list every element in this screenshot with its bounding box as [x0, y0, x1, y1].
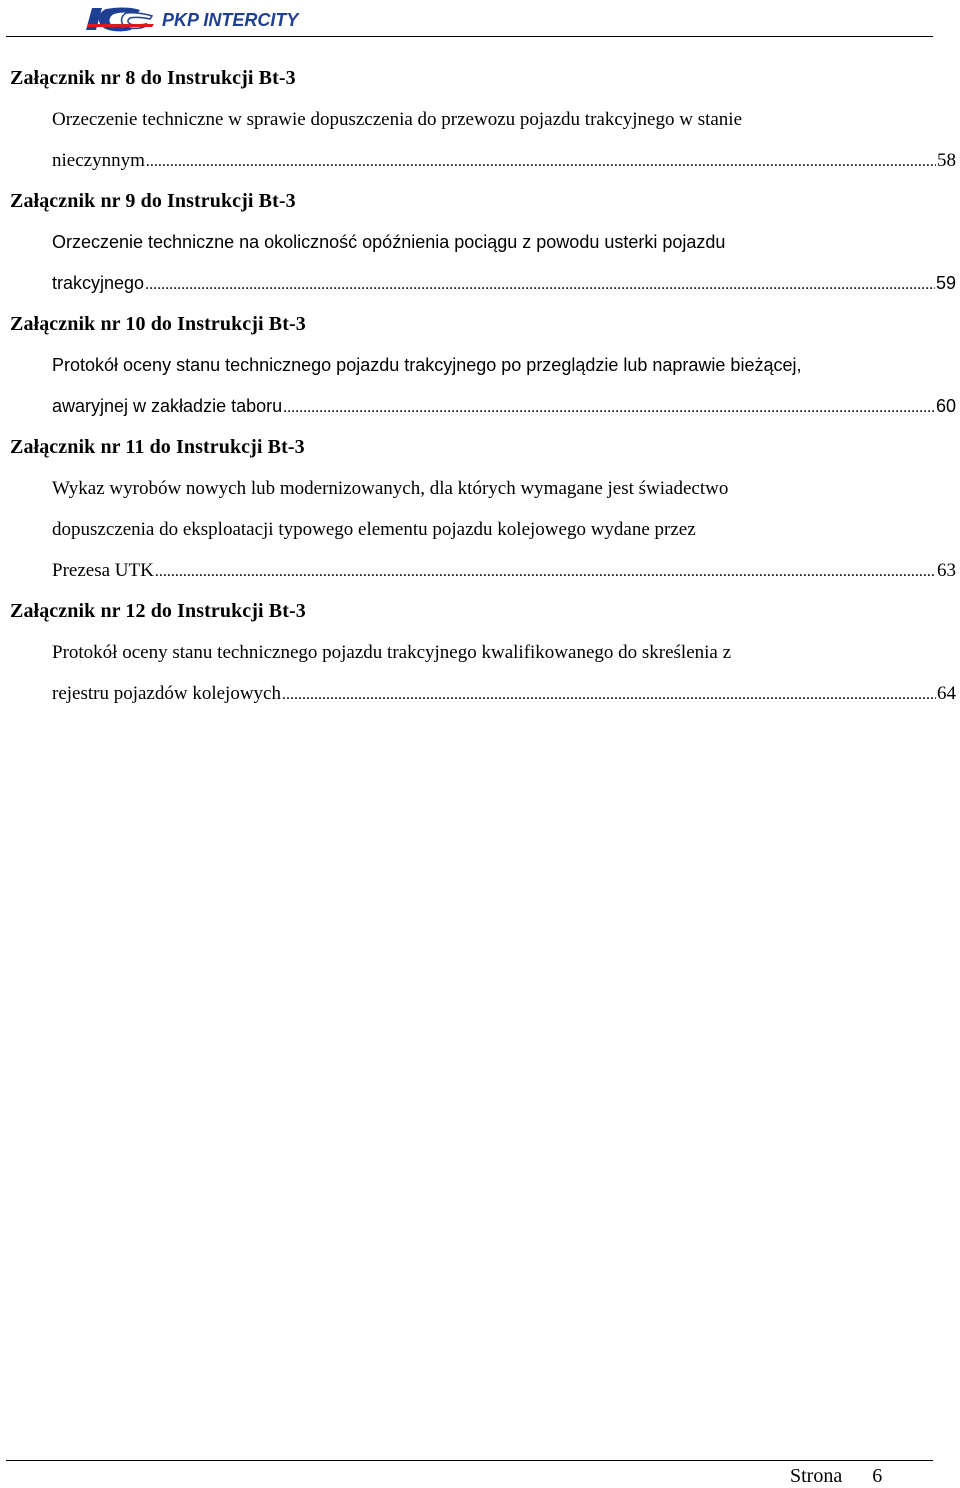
toc-entry-title: Załącznik nr 12 do Instrukcji Bt-3: [10, 600, 306, 622]
toc-entry-text: Orzeczenie techniczne na okoliczność opóźnienia pociągu z powodu usterki pojazdu: [52, 232, 726, 252]
logo-mark-icon: [86, 7, 154, 31]
toc-entry-12: [10, 591, 956, 714]
toc-entry-text: dopuszczenia do eksploatacji typowego elementu pojazdu kolejowego wydane przez: [52, 519, 696, 540]
toc-page-number: 59: [935, 273, 956, 293]
dot-leader: [155, 551, 936, 592]
toc-entry-title: Załącznik nr 11 do Instrukcji Bt-3: [10, 436, 305, 458]
toc-entry-title: Załącznik nr 8 do Instrukcji Bt-3: [10, 67, 296, 89]
page-footer: [790, 1465, 882, 1488]
toc-entry-last-line[interactable]: [52, 550, 956, 591]
toc-entry-title: Załącznik nr 9 do Instrukcji Bt-3: [10, 190, 296, 212]
toc-entry-text: Protokół oceny stanu technicznego pojazdu trakcyjnego po przeglądzie lub naprawie bieżącej,: [52, 355, 802, 375]
toc-entry-last-line[interactable]: [52, 673, 956, 714]
toc-entry-last-line[interactable]: [52, 140, 956, 181]
toc-page-number: 60: [935, 396, 956, 416]
pkp-intercity-logo: [82, 4, 322, 34]
dot-leader: [283, 387, 935, 428]
dot-leader: [282, 674, 936, 715]
toc-page-number: 64: [937, 683, 956, 704]
toc-entry-text: Orzeczenie techniczne w sprawie dopuszczenia do przewozu pojazdu trakcyjnego w stanie: [52, 109, 743, 130]
footer-divider: [6, 1460, 933, 1461]
toc-entry-8: [10, 58, 956, 181]
header-divider: [6, 36, 933, 37]
toc-entry-title: Załącznik nr 10 do Instrukcji Bt-3: [10, 313, 306, 335]
dot-leader: [146, 141, 936, 182]
toc-entry-text-end: nieczynnym: [52, 150, 145, 171]
toc-entry-text-end: trakcyjnego: [52, 273, 145, 293]
toc-page-number: 63: [937, 560, 956, 581]
toc-entry-text: Protokół oceny stanu technicznego pojazdu trakcyjnego kwalifikowanego do skreślenia z: [52, 642, 732, 663]
footer-label: Strona: [790, 1465, 843, 1487]
table-of-contents: [10, 58, 956, 714]
toc-entry-10: [10, 304, 956, 427]
dot-leader: [145, 264, 935, 305]
toc-entry-text-end: Prezesa UTK: [52, 560, 154, 581]
toc-entry-text-end: rejestru pojazdów kolejowych: [52, 683, 281, 704]
toc-entry-last-line[interactable]: [52, 386, 956, 427]
footer-page-number: 6: [872, 1465, 883, 1487]
toc-entry-9: [10, 181, 956, 304]
toc-entry-text: Wykaz wyrobów nowych lub modernizowanych, dla których wymagane jest świadectwo: [52, 478, 729, 499]
toc-page-number: 58: [937, 150, 956, 171]
toc-entry-text-end: awaryjnej w zakładzie taboru: [52, 396, 283, 416]
toc-entry-11: [10, 427, 956, 591]
toc-entry-last-line[interactable]: [52, 263, 956, 304]
page-header: [0, 0, 960, 40]
logo-wordmark: PKP INTERCITY: [162, 10, 299, 30]
